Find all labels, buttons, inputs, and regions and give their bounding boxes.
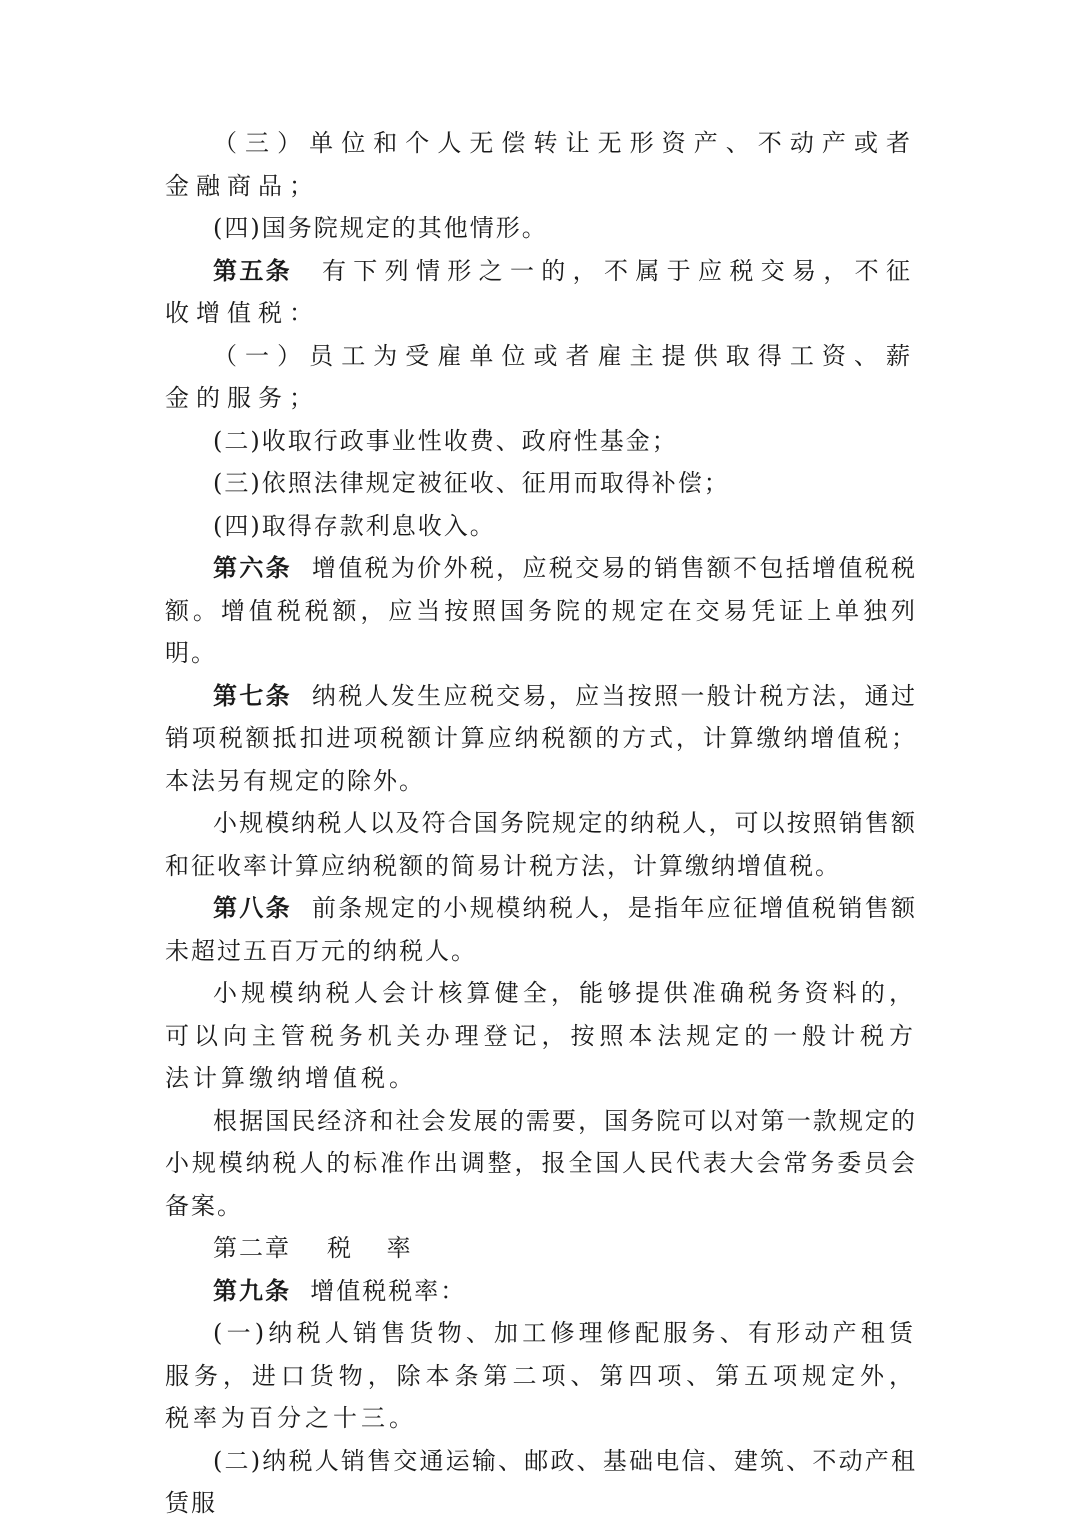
paragraph-text: (四)国务院规定的其他情形。	[213, 214, 548, 242]
paragraph-text: (三)依照法律规定被征收、征用而取得补偿；	[213, 469, 730, 497]
paragraph-small-taxpayer	[165, 802, 917, 887]
article-6	[165, 547, 917, 675]
article-number: 第八条	[213, 893, 292, 922]
paragraph-rate-2	[165, 1440, 917, 1525]
paragraph-text: 小规模纳税人会计核算健全，能够提供准确税务资料的，可以向主管税务机关办理登记，按照本法规定的一般计税方法计算缴纳增值税。	[165, 979, 917, 1092]
paragraph-item-4	[165, 207, 917, 250]
paragraph-accounting	[165, 972, 917, 1100]
paragraph-text: (一)纳税人销售货物、加工修理修配服务、有形动产租赁服务，进口货物，除本条第二项、第四项、第五项规定外，税率为百分之十三。	[165, 1319, 917, 1432]
paragraph-text: 增值税税率：	[310, 1276, 467, 1305]
paragraph-text: （一）员工为受雇单位或者雇主提供取得工资、薪金的服务；	[165, 341, 917, 412]
paragraph-text: 纳税人发生应税交易，应当按照一般计税方法，通过销项税额抵扣进项税额计算应纳税额的方式，计算缴纳增值税；本法另有规定的除外。	[165, 681, 918, 795]
article-number: 第六条	[213, 553, 292, 582]
article-number: 第七条	[213, 680, 292, 710]
chapter-title: 税 率	[327, 1234, 425, 1262]
chapter-heading	[165, 1227, 917, 1270]
paragraph-text: (二)纳税人销售交通运输、邮政、基础电信、建筑、不动产租赁服	[165, 1446, 917, 1517]
paragraph-item-3b	[165, 462, 917, 505]
article-9	[165, 1270, 917, 1313]
article-8	[165, 887, 917, 972]
article-number: 第五条	[213, 255, 293, 285]
chapter-number: 第二章	[213, 1234, 291, 1262]
paragraph-item-2	[165, 420, 917, 463]
article-number: 第九条	[213, 1275, 291, 1305]
document-body	[165, 122, 917, 1525]
paragraph-text: （三）单位和个人无偿转让无形资产、不动产或者金融商品；	[165, 129, 917, 200]
article-5	[165, 250, 917, 335]
paragraph-item-3	[165, 122, 917, 207]
paragraph-text: (四)取得存款利息收入。	[213, 511, 496, 540]
paragraph-text: 有下列情形之一的，不属于应税交易，不征收增值税：	[165, 256, 918, 327]
paragraph-text: 增值税为价外税，应税交易的销售额不包括增值税税额。增值税税额，应当按照国务院的规定在交易凭证上单独列明。	[165, 554, 918, 667]
paragraph-rate-1	[165, 1312, 917, 1440]
paragraph-text: 前条规定的小规模纳税人，是指年应征增值税销售额未超过五百万元的纳税人。	[165, 894, 918, 965]
article-7	[165, 675, 917, 803]
paragraph-item-4b	[165, 505, 917, 548]
paragraph-item-1	[165, 335, 917, 420]
paragraph-text: (二)收取行政事业性收费、政府性基金；	[213, 426, 678, 455]
paragraph-text: 根据国民经济和社会发展的需要，国务院可以对第一款规定的小规模纳税人的标准作出调整，报全国人民代表大会常务委员会备案。	[165, 1106, 917, 1220]
paragraph-text: 小规模纳税人以及符合国务院规定的纳税人，可以按照销售额和征收率计算应纳税额的简易计税方法，计算缴纳增值税。	[165, 809, 917, 880]
paragraph-adjustment	[165, 1100, 917, 1228]
